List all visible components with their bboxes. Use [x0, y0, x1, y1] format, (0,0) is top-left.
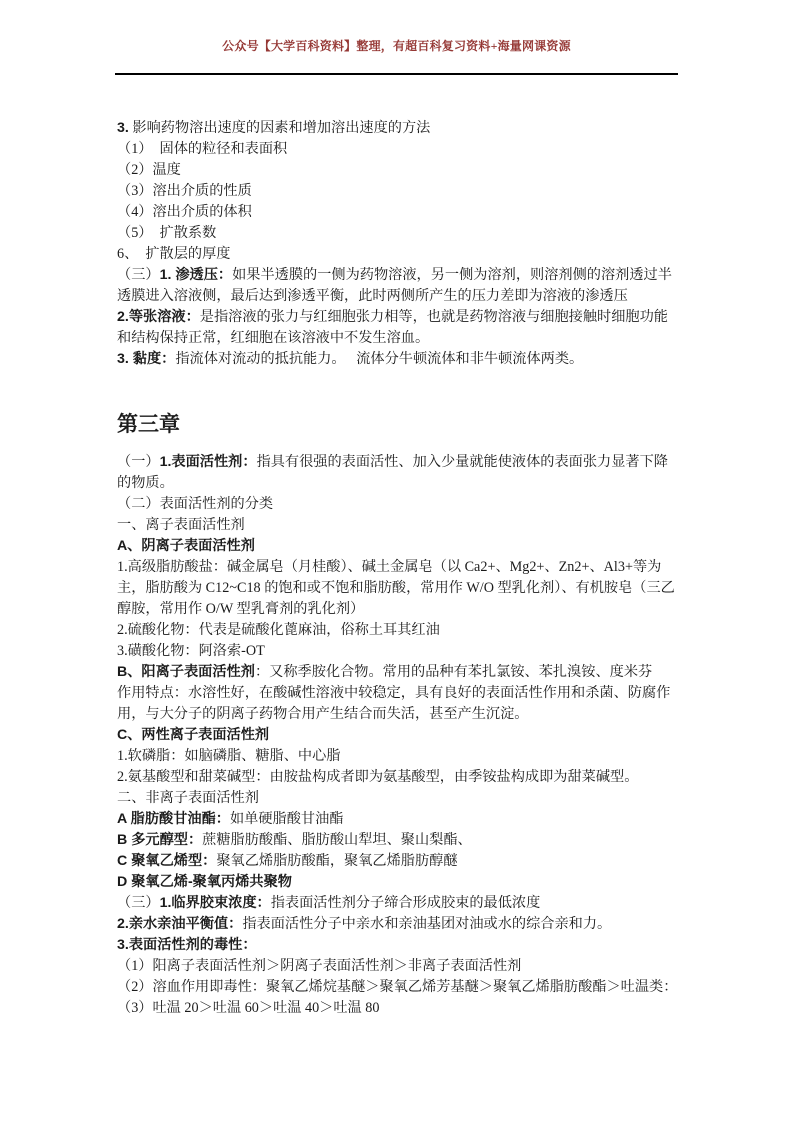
document-line [117, 851, 693, 872]
document-line [117, 202, 693, 223]
text-segment: 指表面活性剂分子缔合形成胶束的最低浓度 [270, 895, 541, 911]
text-segment: 如单硬脂酸甘油酯 [229, 811, 344, 827]
bold-text-segment: 3. [117, 120, 129, 136]
bold-text-segment: 3. 黏度： [117, 351, 176, 367]
document-line [117, 599, 693, 620]
document-line [117, 515, 693, 536]
chapter-heading [117, 410, 693, 440]
text-segment: （5） 扩散系数 [117, 225, 217, 241]
bold-text-segment: 第三章 [117, 413, 180, 436]
text-segment: 用，与大分子的阴离子药物合用产生结合而失活，甚至产生沉淀。 [117, 706, 529, 722]
text-segment: （4）溶出介质的体积 [117, 204, 252, 220]
document-content [117, 118, 693, 1019]
document-line [117, 662, 693, 683]
document-line [117, 118, 693, 139]
document-line [117, 704, 693, 725]
text-segment: 聚氧乙烯脂肪酸酯，聚氧乙烯脂肪醇醚 [216, 853, 458, 869]
text-segment: （2）温度 [117, 162, 181, 178]
document-line [117, 452, 693, 473]
text-segment: 1.软磷脂：如脑磷脂、糖脂、中心脂 [117, 748, 341, 764]
document-line [117, 160, 693, 181]
bold-text-segment: D 聚氧乙烯-聚氧丙烯共聚物 [117, 874, 292, 890]
document-line [117, 307, 693, 328]
text-segment: （三） [117, 895, 160, 911]
document-line [117, 139, 693, 160]
document-line [117, 998, 693, 1019]
document-line [117, 578, 693, 599]
document-line [117, 181, 693, 202]
text-segment: （1） 固体的粒径和表面积 [117, 141, 288, 157]
bold-text-segment: A 脂肪酸甘油酯： [117, 811, 230, 827]
text-segment: （二）表面活性剂的分类 [117, 496, 274, 512]
text-segment: 指表面活性分子中亲水和亲油基团对油或水的综合亲和力。 [242, 916, 612, 932]
document-line [117, 349, 693, 370]
bold-text-segment: 3.表面活性剂的毒性： [117, 937, 257, 953]
text-segment: （三） [117, 267, 160, 283]
text-segment: 3.磺酸化物：阿洛索-OT [117, 643, 265, 659]
bold-text-segment: C、两性离子表面活性剂 [117, 727, 270, 743]
text-segment: 是指溶液的张力与红细胞张力相等，也就是药物溶液与细胞接触时细胞功能 [199, 309, 668, 325]
document-line [117, 977, 693, 998]
document-line [117, 746, 693, 767]
text-segment: 如果半透膜的一侧为药物溶液，另一侧为溶剂，则溶剂侧的溶剂透过半 [232, 267, 672, 283]
text-segment: 指具有很强的表面活性、加入少量就能使液体的表面张力显著下降 [256, 454, 668, 470]
text-segment: （3）溶出介质的性质 [117, 183, 252, 199]
document-line [117, 536, 693, 557]
text-segment: 1.高级脂肪酸盐：碱金属皂（月桂酸）、碱土金属皂（以 Ca2+、Mg2+、Zn2+、Al3+等为 [117, 559, 662, 575]
bold-text-segment: A、阴离子表面活性剂 [117, 538, 255, 554]
document-line [117, 830, 693, 851]
text-segment: ：又称季胺化合物。常用的品种有苯扎氯铵、苯扎溴铵、度米芬 [254, 664, 653, 680]
document-line [117, 286, 693, 307]
document-line [117, 473, 693, 494]
document-line [117, 809, 693, 830]
document-line [117, 893, 693, 914]
bold-text-segment: 2.等张溶液： [117, 309, 200, 325]
document-line [117, 223, 693, 244]
bold-text-segment: 2.亲水亲油平衡值： [117, 916, 243, 932]
document-line [117, 328, 693, 349]
bold-text-segment: C 聚氧乙烯型： [117, 853, 217, 869]
bold-text-segment: 1.表面活性剂： [159, 454, 257, 470]
document-line [117, 788, 693, 809]
text-segment: 主，脂肪酸为 C12~C18 的饱和或不饱和脂肪酸，常用作 W/O 型乳化剂）、有机胺皂（三乙 [117, 580, 675, 596]
text-segment: （3）吐温 20＞吐温 60＞吐温 40＞吐温 80 [117, 1000, 380, 1016]
document-line [117, 767, 693, 788]
text-segment: （一） [117, 454, 160, 470]
text-segment: 6、 扩散层的厚度 [117, 246, 231, 262]
document-line [117, 494, 693, 515]
page-header-text: 公众号【大学百科资料】整理，有超百科复习资料+海量网课资源 [222, 39, 571, 53]
document-line [117, 935, 693, 956]
text-segment: 蔗糖脂肪酸酯、脂肪酸山犁坦、聚山梨酯、 [202, 832, 472, 848]
bold-text-segment: B、阳离子表面活性剂 [117, 664, 255, 680]
document-line [117, 244, 693, 265]
document-line [117, 914, 693, 935]
text-segment: 和结构保持正常，红细胞在该溶液中不发生溶血。 [117, 330, 430, 346]
text-segment: （1）阳离子表面活性剂＞阴离子表面活性剂＞非离子表面活性剂 [117, 958, 522, 974]
document-line [117, 956, 693, 977]
document-line [117, 725, 693, 746]
text-segment: 二、非离子表面活性剂 [117, 790, 259, 806]
text-segment: 2.硫酸化物：代表是硫酸化蓖麻油，俗称土耳其红油 [117, 622, 440, 638]
document-line [117, 641, 693, 662]
document-line [117, 557, 693, 578]
document-line [117, 620, 693, 641]
document-line [117, 265, 693, 286]
document-line [117, 872, 693, 893]
bold-text-segment: B 多元醇型： [117, 832, 203, 848]
text-segment: （2）溶血作用即毒性：聚氧乙烯烷基醚＞聚氧乙烯芳基醚＞聚氧乙烯脂肪酸酯＞吐温类： [117, 979, 678, 995]
text-segment: 一、离子表面活性剂 [117, 517, 245, 533]
text-segment: 指流体对流动的抵抗能力。 流体分牛顿流体和非牛顿流体两类。 [175, 351, 584, 367]
text-segment: 影响药物溶出速度的因素和增加溶出速度的方法 [128, 120, 431, 136]
text-segment: 透膜进入溶液侧，最后达到渗透平衡，此时两侧所产生的压力差即为溶液的渗透压 [117, 288, 628, 304]
document-line [117, 683, 693, 704]
bold-text-segment: 1. 渗透压： [159, 267, 233, 283]
text-segment: 2.氨基酸型和甜菜碱型：由胺盐构成者即为氨基酸型，由季铵盐构成即为甜菜碱型。 [117, 769, 639, 785]
header-divider [115, 73, 678, 75]
text-segment: 醇胺，常用作 O/W 型乳膏剂的乳化剂） [117, 601, 365, 617]
text-segment: 的物质。 [117, 475, 174, 491]
text-segment: 作用特点：水溶性好，在酸碱性溶液中较稳定，具有良好的表面活性作用和杀菌、防腐作 [117, 685, 671, 701]
bold-text-segment: 1.临界胶束浓度： [159, 895, 271, 911]
